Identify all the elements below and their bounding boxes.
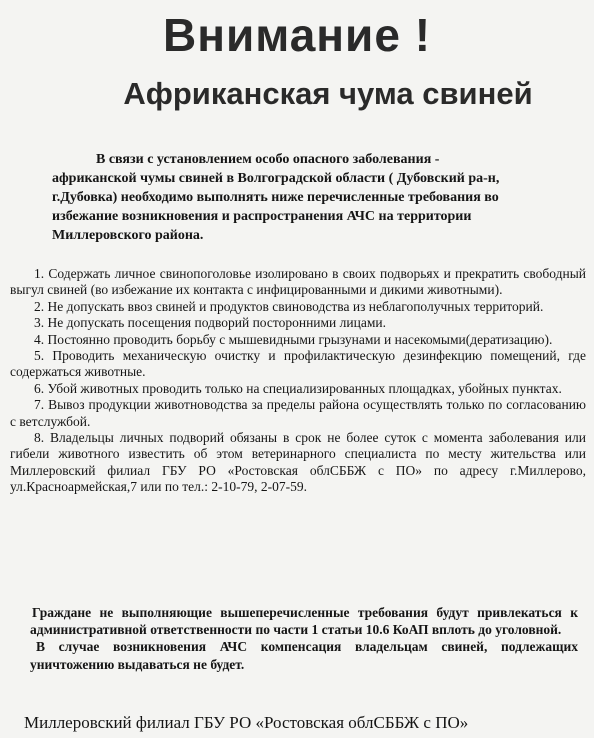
intro-paragraph: [52, 150, 582, 245]
intro-line: африканской чумы свиней в Волгоградской области ( Дубовский ра-н,: [52, 171, 500, 186]
intro-line: г.Дубовка) необходимо выполнять ниже перечисленные требования во: [52, 190, 499, 205]
list-item: 3. Не допускать посещения подворий посторонними лицами.: [34, 315, 386, 331]
list-item: 5. Проводить механическую очистку и профилактическую дезинфекцию помещений, где содержаться животные.: [10, 348, 586, 380]
intro-line: избежание возникновения и распространения АЧС на территории: [52, 209, 472, 224]
list-item: 4. Постоянно проводить борьбу с мышевидными грызунами и насекомыми(дератизацию).: [34, 331, 553, 347]
intro-line: Миллеровского района.: [52, 228, 204, 243]
list-item: 2. Не допускать ввоз свиней и продуктов свиноводства из неблагополучных территорий.: [34, 298, 544, 314]
page-subtitle: Африканская чума свиней: [123, 76, 533, 111]
footer-signature: Миллеровский филиал ГБУ РО «Ростовская облСББЖ с ПО»: [24, 713, 469, 732]
list-item: 6. Убой животных проводить только на специализированных площадках, убойных пунктах.: [34, 380, 562, 396]
requirements-list: [10, 266, 586, 496]
warning-paragraph: В случае возникновения АЧС компенсация владельцам свиней, подлежащих уничтожению выдаваться не будет.: [30, 639, 578, 672]
list-item: 7. Вывоз продукции животноводства за пределы района осуществлять только по согласованию с ветслужбой.: [10, 397, 586, 429]
intro-line: В связи с установлением особо опасного заболевания -: [96, 152, 440, 167]
warning-paragraph: Граждане не выполняющие вышеперечисленные требования будут привлекаться к административной ответственности по части 1 статьи 10.6 КоАП вплоть до уголовной.: [30, 605, 578, 638]
page-title: Внимание !: [162, 9, 432, 61]
warning-block: [30, 604, 578, 673]
list-item: 8. Владельцы личных подворий обязаны в срок не более суток с момента заболевания или гибели животного известить об этом ветеринарного специалиста по месту жительства или Миллеровский филиал ГБУ РО «Ростовская облСББЖ с ПО» по адресу г.Миллерово, ул.Красноармейская,7 или по тел.: 2-10-79, 2-07-59.: [10, 430, 586, 495]
list-item: 1. Содержать личное свинопоголовье изолировано в своих подворьях и прекратить свободный выгул свиней (во избежание их контакта с инфицированными и дикими животными).: [10, 266, 586, 298]
